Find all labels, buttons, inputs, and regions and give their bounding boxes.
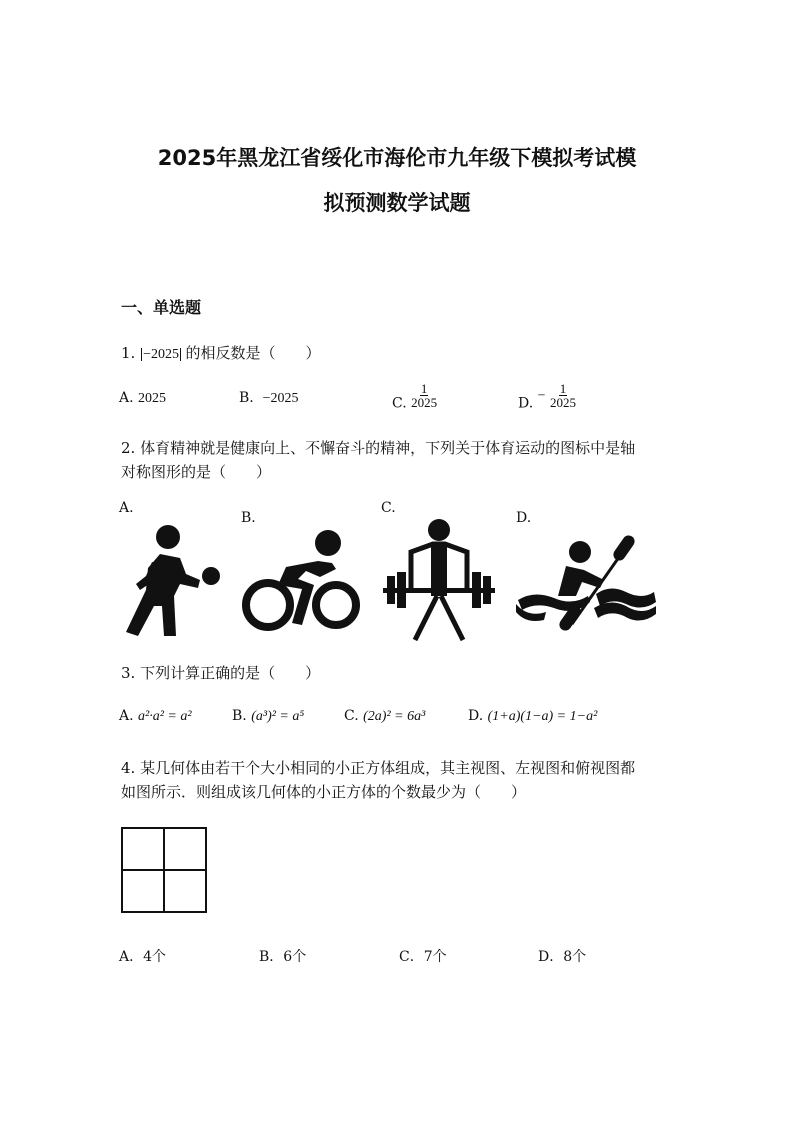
q3-option-c[interactable]: C. (2a)² = 6a³: [344, 708, 426, 724]
kayaker-icon[interactable]: [514, 532, 658, 632]
q3-option-b[interactable]: B. (a³)² = a⁵: [232, 708, 305, 724]
section-heading: 一、单选题: [121, 298, 202, 317]
q1-option-a[interactable]: A. 2025: [119, 390, 167, 406]
math-expression: (a³)² = a⁵: [251, 709, 305, 724]
question-number: 1.: [121, 344, 136, 362]
q1-option-b[interactable]: B. −2025: [239, 390, 299, 406]
question-2-line1: 2. 体育精神就是健康向上、不懈奋斗的精神，下列关于体育运动的图标中是轴: [121, 439, 636, 457]
q1-option-d[interactable]: D. − $\frac{1}{2025}$: [518, 381, 576, 412]
q2-label-b[interactable]: B.: [241, 510, 256, 526]
question-4-line2: 如图所示．则组成该几何体的小正方体的个数最少为（ ）: [121, 783, 527, 801]
question-4-line1: 4. 某几何体由若干个大小相同的小正方体组成，其主视图、左视图和俯视图都: [121, 759, 636, 777]
abs-expression: −2025: [143, 347, 179, 362]
q3-option-d[interactable]: D. (1+a)(1−a) = 1−a²: [468, 708, 598, 724]
q2-label-a[interactable]: A.: [119, 500, 134, 516]
q2-label-d[interactable]: D.: [516, 510, 532, 526]
q4-option-a[interactable]: A．4个: [119, 949, 167, 965]
question-3: 3. 下列计算正确的是（ ）: [121, 664, 321, 682]
fraction: $\frac{1}{2025}$: [550, 381, 576, 410]
question-text: 的相反数是（ ）: [185, 344, 321, 362]
page-title-line2: 拟预测数学试题: [323, 191, 471, 215]
fraction: $\frac{1}{2025}$: [411, 381, 438, 410]
question-2-line2: 对称图形的是（ ）: [121, 463, 272, 481]
q4-option-c[interactable]: C．7个: [399, 949, 447, 965]
cyclist-icon[interactable]: [240, 527, 362, 631]
q3-option-a[interactable]: A. a²·a² = a²: [119, 708, 192, 724]
volleyball-player-icon[interactable]: [118, 524, 224, 640]
q2-label-c[interactable]: C.: [381, 500, 396, 516]
math-expression: (1+a)(1−a) = 1−a²: [487, 709, 598, 724]
q4-option-b[interactable]: B．6个: [259, 949, 307, 965]
math-expression: (2a)² = 6a³: [363, 709, 426, 724]
three-view-grid-figure: [120, 826, 210, 916]
q1-option-c[interactable]: C. $\frac{1}{2025}$: [392, 381, 438, 412]
page-title-line1: 2025年黑龙江省绥化市海伦市九年级下模拟考试模: [157, 146, 637, 170]
question-1: [121, 342, 321, 363]
weightlifter-icon[interactable]: [381, 518, 497, 644]
q4-option-d[interactable]: D．8个: [538, 949, 587, 965]
math-expression: a²·a² = a²: [138, 709, 192, 724]
